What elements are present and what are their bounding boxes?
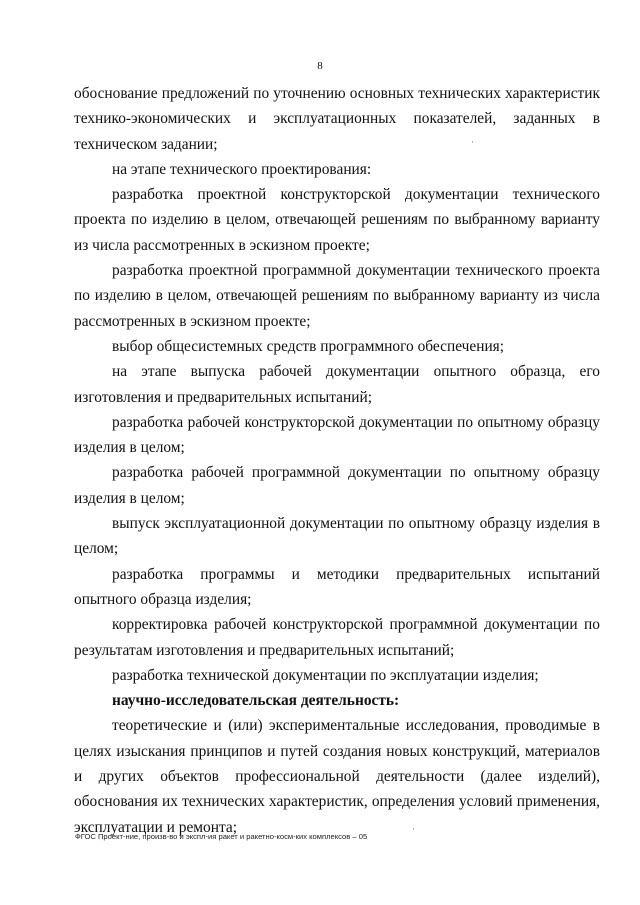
paragraph: выпуск эксплуатационной документации по опытному образцу изделия в целом; (74, 515, 600, 558)
paragraph: разработка программы и методики предварительных испытаний опытного образца изделия; (74, 565, 600, 608)
paragraph: теоретические и (или) экспериментальные исследования, проводимые в целях изыскания принципов и путей создания новых конструкций, материалов и других объектов профессиональной деятельности (далее изделий), обоснования их технических характеристик, определения условий применения, эксплуатации и ремонта; (74, 717, 600, 836)
paragraph: на этапе технического проектирования: (112, 160, 372, 178)
scan-speck: · (412, 824, 415, 834)
paragraph: разработка технической документации по эксплуатации изделия; (112, 666, 539, 684)
paragraph: корректировка рабочей конструкторской программной документации по результатам изготовления и предварительных испытаний; (74, 616, 600, 659)
document-body (74, 81, 600, 840)
page-number: 8 (317, 60, 323, 72)
paragraph: разработка проектной конструкторской документации технического проекта по изделию в целом, отвечающей решениям по выбранному варианту из числа рассмотренных в эскизном проекте; (74, 186, 600, 254)
section-heading: научно-исследовательская деятельность: (112, 692, 400, 710)
page-footer: ФГОС Проект-ние, произв-во и экспл-ия ракет и ракетно-косм-ких комплексов – 05 (75, 832, 368, 841)
scan-speck: · (471, 137, 474, 147)
paragraph: разработка проектной программной документации технического проекта по изделию в целом, отвечающей решениям по выбранному варианту из числа рассмотренных в эскизном проекте; (74, 262, 600, 330)
paragraph: разработка рабочей конструкторской документации по опытному образцу изделия в целом; (74, 413, 600, 457)
paragraph: выбор общесистемных средств программного обеспечения; (112, 337, 505, 355)
paragraph: на этапе выпуска рабочей документации опытного образца, его изготовления и предварительных испытаний; (74, 363, 600, 406)
paragraph: обоснование предложений по уточнению основных технических характеристик технико-экономических и эксплуатационных показателей, заданных в техническом задании; (74, 85, 600, 153)
paragraph: разработка рабочей программной документации по опытному образцу изделия в целом; (74, 464, 600, 507)
